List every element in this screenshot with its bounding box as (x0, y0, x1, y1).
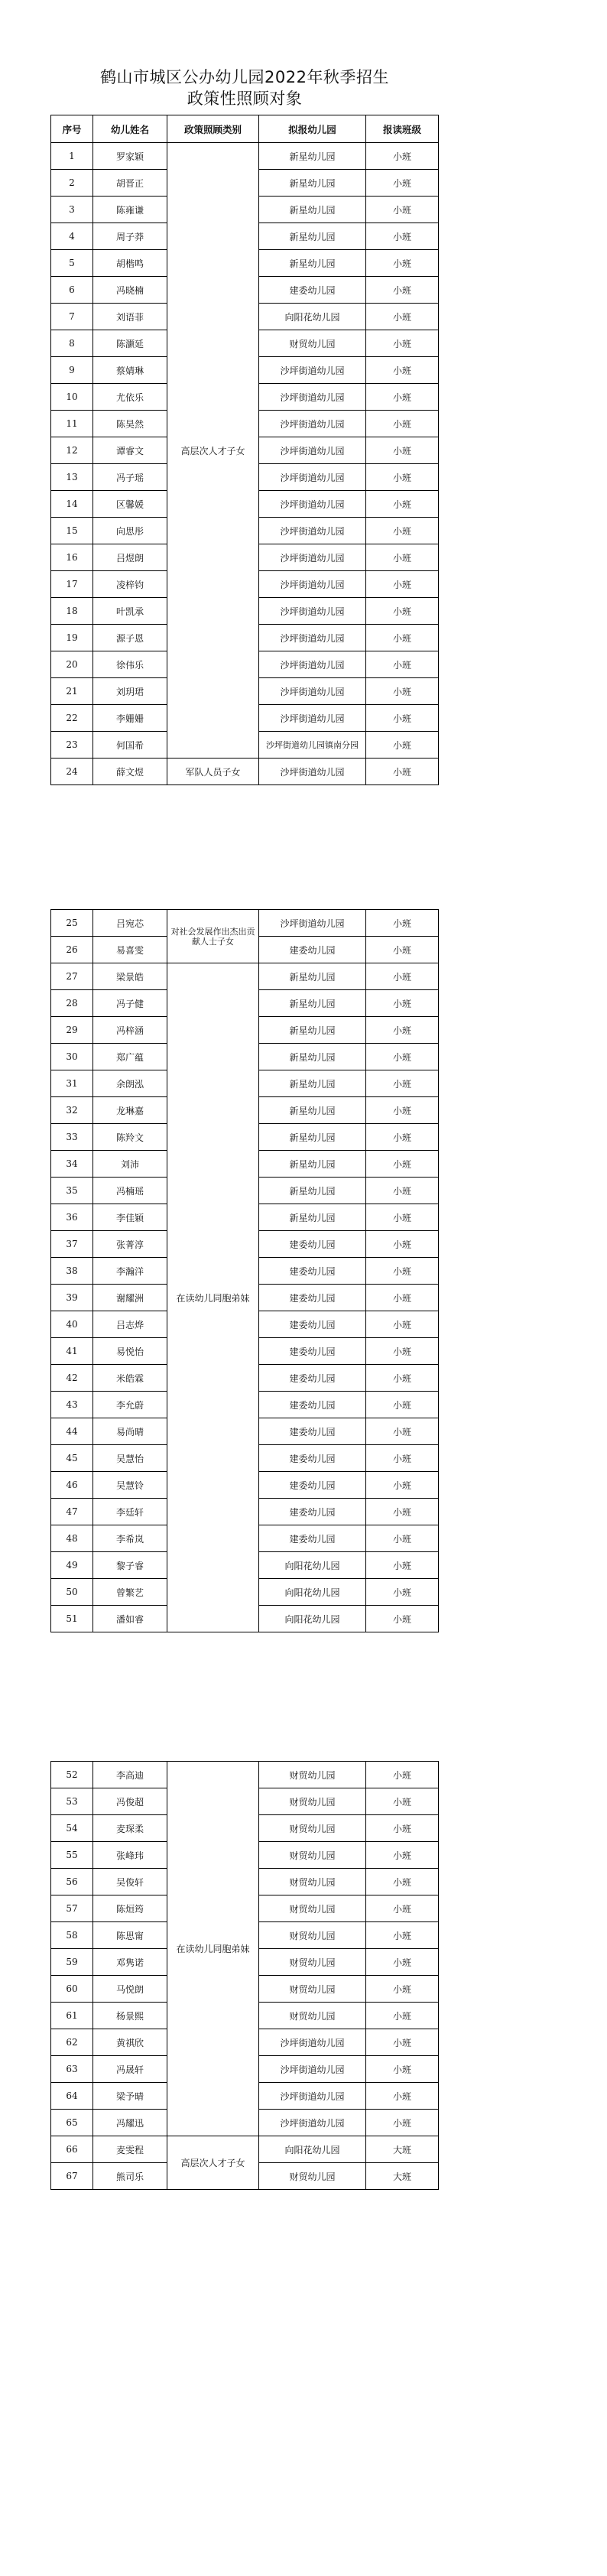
table-part-3 (50, 1761, 439, 2190)
cell-class-level: 小班 (366, 598, 439, 625)
cell-class-level: 小班 (366, 1392, 439, 1418)
cell-kindergarten: 沙坪街道幼儿园 (259, 437, 366, 464)
cell-row-number: 50 (51, 1579, 93, 1606)
cell-row-number: 52 (51, 1762, 93, 1788)
cell-child-name: 龙琳嘉 (93, 1097, 167, 1124)
cell-row-number: 29 (51, 1017, 93, 1044)
cell-child-name: 谭睿文 (93, 437, 167, 464)
cell-policy-category: 军队人员子女 (167, 759, 259, 785)
cell-child-name: 李姗姗 (93, 705, 167, 732)
cell-class-level: 小班 (366, 625, 439, 651)
cell-kindergarten: 沙坪街道幼儿园 (259, 678, 366, 705)
cell-class-level: 小班 (366, 411, 439, 437)
cell-row-number: 44 (51, 1418, 93, 1445)
cell-kindergarten: 沙坪街道幼儿园 (259, 705, 366, 732)
cell-class-level: 小班 (366, 1124, 439, 1151)
cell-row-number: 66 (51, 2136, 93, 2163)
cell-kindergarten: 建委幼儿园 (259, 937, 366, 963)
cell-row-number: 7 (51, 304, 93, 330)
cell-class-level: 小班 (366, 1311, 439, 1338)
cell-class-level: 小班 (366, 937, 439, 963)
cell-child-name: 易喜雯 (93, 937, 167, 963)
cell-child-name: 罗家颖 (93, 143, 167, 170)
cell-row-number: 15 (51, 518, 93, 544)
cell-child-name: 薛文煜 (93, 759, 167, 785)
page-subtitle: 政策性照顾对象 (187, 89, 303, 108)
cell-class-level: 小班 (366, 1231, 439, 1258)
cell-child-name: 吴慧铃 (93, 1472, 167, 1499)
cell-class-level: 小班 (366, 304, 439, 330)
cell-child-name: 李高迪 (93, 1762, 167, 1788)
table-row (51, 759, 439, 785)
cell-kindergarten: 新星幼儿园 (259, 963, 366, 990)
cell-row-number: 8 (51, 330, 93, 357)
cell-row-number: 62 (51, 2029, 93, 2056)
cell-row-number: 53 (51, 1788, 93, 1815)
cell-child-name: 冯楠瑶 (93, 1178, 167, 1204)
cell-child-name: 冯子瑶 (93, 464, 167, 491)
cell-row-number: 13 (51, 464, 93, 491)
cell-child-name: 陈雍谦 (93, 197, 167, 223)
cell-class-level: 小班 (366, 1017, 439, 1044)
cell-class-level: 小班 (366, 1204, 439, 1231)
cell-row-number: 46 (51, 1472, 93, 1499)
cell-class-level: 小班 (366, 1922, 439, 1949)
cell-row-number: 48 (51, 1525, 93, 1552)
cell-row-number: 60 (51, 1976, 93, 2003)
cell-class-level: 小班 (366, 1552, 439, 1579)
cell-row-number: 22 (51, 705, 93, 732)
cell-class-level: 小班 (366, 571, 439, 598)
cell-class-level: 小班 (366, 170, 439, 197)
cell-kindergarten: 沙坪街道幼儿园 (259, 411, 366, 437)
cell-kindergarten: 沙坪街道幼儿园 (259, 571, 366, 598)
cell-kindergarten: 沙坪街道幼儿园 (259, 2056, 366, 2083)
cell-child-name: 梁景皓 (93, 963, 167, 990)
cell-kindergarten: 沙坪街道幼儿园 (259, 544, 366, 571)
table-part-1 (50, 115, 439, 785)
cell-child-name: 潘如睿 (93, 1606, 167, 1632)
cell-child-name: 冯梓涵 (93, 1017, 167, 1044)
cell-class-level: 大班 (366, 2136, 439, 2163)
cell-kindergarten: 沙坪街道幼儿园 (259, 910, 366, 937)
cell-child-name: 刘沛 (93, 1151, 167, 1178)
cell-child-name: 区馨媛 (93, 491, 167, 518)
cell-class-level: 小班 (366, 2110, 439, 2136)
cell-kindergarten: 财贸幼儿园 (259, 1842, 366, 1869)
cell-row-number: 38 (51, 1258, 93, 1285)
cell-class-level: 小班 (366, 963, 439, 990)
cell-kindergarten: 新星幼儿园 (259, 143, 366, 170)
cell-child-name: 何国希 (93, 732, 167, 759)
cell-child-name: 陈思甯 (93, 1922, 167, 1949)
cell-child-name: 源子恩 (93, 625, 167, 651)
cell-row-number: 57 (51, 1895, 93, 1922)
table-row (51, 2136, 439, 2163)
cell-row-number: 25 (51, 910, 93, 937)
cell-child-name: 易悦怡 (93, 1338, 167, 1365)
cell-row-number: 32 (51, 1097, 93, 1124)
cell-class-level: 小班 (366, 1472, 439, 1499)
cell-child-name: 陈烜筠 (93, 1895, 167, 1922)
cell-child-name: 张菁淳 (93, 1231, 167, 1258)
cell-row-number: 45 (51, 1445, 93, 1472)
cell-row-number: 41 (51, 1338, 93, 1365)
cell-row-number: 17 (51, 571, 93, 598)
cell-row-number: 24 (51, 759, 93, 785)
cell-kindergarten: 沙坪街道幼儿园 (259, 625, 366, 651)
table-row (51, 1762, 439, 1788)
cell-child-name: 冯晓楠 (93, 277, 167, 304)
cell-class-level: 小班 (366, 1285, 439, 1311)
cell-class-level: 小班 (366, 544, 439, 571)
cell-row-number: 56 (51, 1869, 93, 1895)
page-title: 鹤山市城区公办幼儿园2022年秋季招生 (100, 68, 389, 86)
cell-row-number: 39 (51, 1285, 93, 1311)
cell-child-name: 梁予晴 (93, 2083, 167, 2110)
cell-class-level: 小班 (366, 1445, 439, 1472)
cell-class-level: 小班 (366, 1070, 439, 1097)
cell-row-number: 47 (51, 1499, 93, 1525)
cell-kindergarten: 建委幼儿园 (259, 1338, 366, 1365)
table-row (51, 143, 439, 170)
cell-class-level: 小班 (366, 1976, 439, 2003)
cell-child-name: 冯俊超 (93, 1788, 167, 1815)
cell-child-name: 余朗泓 (93, 1070, 167, 1097)
cell-class-level: 小班 (366, 330, 439, 357)
cell-kindergarten: 新星幼儿园 (259, 223, 366, 250)
cell-child-name: 吴慧怡 (93, 1445, 167, 1472)
cell-child-name: 陈羚文 (93, 1124, 167, 1151)
cell-kindergarten: 财贸幼儿园 (259, 1922, 366, 1949)
cell-child-name: 刘玥珺 (93, 678, 167, 705)
cell-kindergarten: 建委幼儿园 (259, 1231, 366, 1258)
cell-class-level: 小班 (366, 223, 439, 250)
cell-child-name: 杨景熙 (93, 2003, 167, 2029)
cell-kindergarten: 新星幼儿园 (259, 170, 366, 197)
cell-child-name: 尤依乐 (93, 384, 167, 411)
table-part-2 (50, 909, 439, 1632)
cell-class-level: 小班 (366, 1762, 439, 1788)
cell-kindergarten: 沙坪街道幼儿园 (259, 2110, 366, 2136)
cell-class-level: 小班 (366, 678, 439, 705)
cell-class-level: 小班 (366, 250, 439, 277)
cell-kindergarten: 沙坪街道幼儿园 (259, 759, 366, 785)
cell-kindergarten: 新星幼儿园 (259, 1124, 366, 1151)
cell-class-level: 小班 (366, 143, 439, 170)
cell-class-level: 小班 (366, 1178, 439, 1204)
cell-class-level: 小班 (366, 384, 439, 411)
header-policy-category: 政策照顾类别 (167, 115, 259, 143)
cell-row-number: 54 (51, 1815, 93, 1842)
cell-child-name: 胡晋正 (93, 170, 167, 197)
cell-kindergarten: 沙坪街道幼儿园 (259, 2083, 366, 2110)
cell-row-number: 51 (51, 1606, 93, 1632)
cell-class-level: 小班 (366, 2029, 439, 2056)
cell-child-name: 刘语菲 (93, 304, 167, 330)
cell-kindergarten: 沙坪街道幼儿园 (259, 598, 366, 625)
cell-class-level: 小班 (366, 518, 439, 544)
cell-class-level: 小班 (366, 1869, 439, 1895)
cell-class-level: 小班 (366, 651, 439, 678)
cell-child-name: 李瀚洋 (93, 1258, 167, 1285)
cell-child-name: 易尚晴 (93, 1418, 167, 1445)
cell-child-name: 陈灏延 (93, 330, 167, 357)
cell-kindergarten: 新星幼儿园 (259, 197, 366, 223)
cell-child-name: 黎子睿 (93, 1552, 167, 1579)
cell-kindergarten: 财贸幼儿园 (259, 1976, 366, 2003)
cell-policy-category: 高层次人才子女 (167, 143, 259, 759)
cell-kindergarten: 财贸幼儿园 (259, 2163, 366, 2190)
cell-kindergarten: 财贸幼儿园 (259, 1788, 366, 1815)
cell-kindergarten: 向阳花幼儿园 (259, 2136, 366, 2163)
cell-row-number: 18 (51, 598, 93, 625)
cell-row-number: 36 (51, 1204, 93, 1231)
cell-child-name: 吕煜朗 (93, 544, 167, 571)
cell-row-number: 19 (51, 625, 93, 651)
cell-row-number: 42 (51, 1365, 93, 1392)
cell-child-name: 马悦朗 (93, 1976, 167, 2003)
table-row (51, 963, 439, 990)
cell-row-number: 30 (51, 1044, 93, 1070)
cell-class-level: 小班 (366, 1606, 439, 1632)
cell-kindergarten: 建委幼儿园 (259, 1311, 366, 1338)
cell-row-number: 5 (51, 250, 93, 277)
cell-row-number: 65 (51, 2110, 93, 2136)
cell-class-level: 小班 (366, 705, 439, 732)
cell-class-level: 小班 (366, 732, 439, 759)
header-class-level: 报读班级 (366, 115, 439, 143)
cell-row-number: 64 (51, 2083, 93, 2110)
cell-row-number: 37 (51, 1231, 93, 1258)
cell-child-name: 凌梓钧 (93, 571, 167, 598)
cell-class-level: 小班 (366, 1097, 439, 1124)
cell-row-number: 28 (51, 990, 93, 1017)
cell-kindergarten: 沙坪街道幼儿园 (259, 491, 366, 518)
cell-row-number: 67 (51, 2163, 93, 2190)
cell-kindergarten: 新星幼儿园 (259, 990, 366, 1017)
cell-row-number: 59 (51, 1949, 93, 1976)
cell-child-name: 麦琛柔 (93, 1815, 167, 1842)
cell-row-number: 34 (51, 1151, 93, 1178)
cell-class-level: 小班 (366, 1949, 439, 1976)
cell-class-level: 小班 (366, 910, 439, 937)
cell-row-number: 9 (51, 357, 93, 384)
cell-child-name: 冯子健 (93, 990, 167, 1017)
cell-kindergarten: 沙坪街道幼儿园 (259, 384, 366, 411)
cell-kindergarten: 向阳花幼儿园 (259, 1606, 366, 1632)
cell-child-name: 李廷轩 (93, 1499, 167, 1525)
cell-kindergarten: 新星幼儿园 (259, 1044, 366, 1070)
cell-class-level: 小班 (366, 197, 439, 223)
cell-kindergarten: 建委幼儿园 (259, 277, 366, 304)
cell-class-level: 小班 (366, 464, 439, 491)
cell-row-number: 43 (51, 1392, 93, 1418)
cell-kindergarten: 新星幼儿园 (259, 1151, 366, 1178)
cell-row-number: 49 (51, 1552, 93, 1579)
cell-policy-category: 高层次人才子女 (167, 2136, 259, 2190)
cell-kindergarten: 财贸幼儿园 (259, 1815, 366, 1842)
cell-child-name: 吕志烨 (93, 1311, 167, 1338)
cell-row-number: 63 (51, 2056, 93, 2083)
cell-kindergarten: 财贸幼儿园 (259, 1869, 366, 1895)
cell-policy-category: 在读幼儿同胞弟妹 (167, 1762, 259, 2136)
cell-row-number: 14 (51, 491, 93, 518)
cell-row-number: 16 (51, 544, 93, 571)
cell-class-level: 小班 (366, 1499, 439, 1525)
cell-kindergarten: 向阳花幼儿园 (259, 1579, 366, 1606)
cell-row-number: 31 (51, 1070, 93, 1097)
cell-child-name: 陈昊然 (93, 411, 167, 437)
cell-kindergarten: 沙坪街道幼儿园 (259, 2029, 366, 2056)
cell-child-name: 邓隽诺 (93, 1949, 167, 1976)
cell-row-number: 11 (51, 411, 93, 437)
cell-class-level: 小班 (366, 1842, 439, 1869)
cell-row-number: 58 (51, 1922, 93, 1949)
cell-kindergarten: 财贸幼儿园 (259, 2003, 366, 2029)
cell-row-number: 27 (51, 963, 93, 990)
cell-kindergarten: 向阳花幼儿园 (259, 1552, 366, 1579)
cell-class-level: 小班 (366, 1418, 439, 1445)
cell-class-level: 大班 (366, 2163, 439, 2190)
cell-child-name: 吴俊轩 (93, 1869, 167, 1895)
table-header-row (51, 115, 439, 143)
cell-policy-category: 在读幼儿同胞弟妹 (167, 963, 259, 1632)
cell-child-name: 李佳颖 (93, 1204, 167, 1231)
cell-kindergarten: 财贸幼儿园 (259, 1762, 366, 1788)
cell-class-level: 小班 (366, 1895, 439, 1922)
cell-child-name: 周子莽 (93, 223, 167, 250)
cell-kindergarten: 新星幼儿园 (259, 1097, 366, 1124)
cell-kindergarten: 沙坪街道幼儿园 (259, 518, 366, 544)
cell-class-level: 小班 (366, 2083, 439, 2110)
cell-class-level: 小班 (366, 1338, 439, 1365)
cell-kindergarten: 建委幼儿园 (259, 1392, 366, 1418)
cell-kindergarten: 建委幼儿园 (259, 1285, 366, 1311)
cell-child-name: 曾繁艺 (93, 1579, 167, 1606)
header-kindergarten: 拟报幼儿园 (259, 115, 366, 143)
cell-kindergarten: 建委幼儿园 (259, 1499, 366, 1525)
cell-row-number: 61 (51, 2003, 93, 2029)
cell-kindergarten: 沙坪街道幼儿园 (259, 464, 366, 491)
cell-row-number: 10 (51, 384, 93, 411)
cell-class-level: 小班 (366, 1365, 439, 1392)
cell-kindergarten: 沙坪街道幼儿园 (259, 651, 366, 678)
cell-child-name: 米皓霖 (93, 1365, 167, 1392)
cell-child-name: 蔡婧琳 (93, 357, 167, 384)
cell-class-level: 小班 (366, 1788, 439, 1815)
cell-child-name: 黄祺欣 (93, 2029, 167, 2056)
cell-child-name: 吕宛芯 (93, 910, 167, 937)
cell-kindergarten: 财贸幼儿园 (259, 1895, 366, 1922)
cell-kindergarten: 新星幼儿园 (259, 1178, 366, 1204)
cell-child-name: 冯晟轩 (93, 2056, 167, 2083)
cell-row-number: 6 (51, 277, 93, 304)
cell-child-name: 叶凯承 (93, 598, 167, 625)
cell-child-name: 徐伟乐 (93, 651, 167, 678)
cell-row-number: 1 (51, 143, 93, 170)
cell-class-level: 小班 (366, 2003, 439, 2029)
cell-row-number: 35 (51, 1178, 93, 1204)
cell-kindergarten: 新星幼儿园 (259, 1204, 366, 1231)
cell-class-level: 小班 (366, 759, 439, 785)
cell-kindergarten: 建委幼儿园 (259, 1365, 366, 1392)
cell-kindergarten: 沙坪街道幼儿园镇南分园 (259, 732, 366, 759)
table-row (51, 910, 439, 937)
cell-policy-category: 对社会发展作出杰出贡献人士子女 (167, 910, 259, 963)
cell-class-level: 小班 (366, 1151, 439, 1178)
cell-row-number: 3 (51, 197, 93, 223)
cell-class-level: 小班 (366, 1579, 439, 1606)
cell-child-name: 向思彤 (93, 518, 167, 544)
cell-kindergarten: 财贸幼儿园 (259, 330, 366, 357)
cell-kindergarten: 建委幼儿园 (259, 1445, 366, 1472)
cell-row-number: 21 (51, 678, 93, 705)
cell-class-level: 小班 (366, 1525, 439, 1552)
cell-class-level: 小班 (366, 277, 439, 304)
cell-kindergarten: 建委幼儿园 (259, 1258, 366, 1285)
cell-kindergarten: 建委幼儿园 (259, 1472, 366, 1499)
cell-child-name: 麦雯程 (93, 2136, 167, 2163)
cell-child-name: 李允蔚 (93, 1392, 167, 1418)
cell-class-level: 小班 (366, 357, 439, 384)
cell-kindergarten: 沙坪街道幼儿园 (259, 357, 366, 384)
cell-kindergarten: 向阳花幼儿园 (259, 304, 366, 330)
cell-class-level: 小班 (366, 2056, 439, 2083)
cell-child-name: 冯耀迅 (93, 2110, 167, 2136)
cell-class-level: 小班 (366, 491, 439, 518)
cell-class-level: 小班 (366, 1258, 439, 1285)
cell-row-number: 23 (51, 732, 93, 759)
cell-kindergarten: 新星幼儿园 (259, 1017, 366, 1044)
cell-kindergarten: 新星幼儿园 (259, 250, 366, 277)
cell-class-level: 小班 (366, 1044, 439, 1070)
cell-row-number: 2 (51, 170, 93, 197)
cell-child-name: 谢耀洲 (93, 1285, 167, 1311)
cell-child-name: 熊司乐 (93, 2163, 167, 2190)
cell-child-name: 胡楷鸣 (93, 250, 167, 277)
cell-class-level: 小班 (366, 990, 439, 1017)
cell-kindergarten: 建委幼儿园 (259, 1418, 366, 1445)
cell-child-name: 张峰玮 (93, 1842, 167, 1869)
cell-child-name: 李希岚 (93, 1525, 167, 1552)
cell-class-level: 小班 (366, 437, 439, 464)
cell-child-name: 郑广蕴 (93, 1044, 167, 1070)
cell-row-number: 4 (51, 223, 93, 250)
cell-kindergarten: 财贸幼儿园 (259, 1949, 366, 1976)
cell-row-number: 20 (51, 651, 93, 678)
header-child-name: 幼儿姓名 (93, 115, 167, 143)
cell-class-level: 小班 (366, 1815, 439, 1842)
cell-row-number: 40 (51, 1311, 93, 1338)
cell-row-number: 12 (51, 437, 93, 464)
cell-row-number: 55 (51, 1842, 93, 1869)
cell-kindergarten: 建委幼儿园 (259, 1525, 366, 1552)
header-row-number: 序号 (51, 115, 93, 143)
cell-row-number: 26 (51, 937, 93, 963)
cell-row-number: 33 (51, 1124, 93, 1151)
cell-kindergarten: 新星幼儿园 (259, 1070, 366, 1097)
